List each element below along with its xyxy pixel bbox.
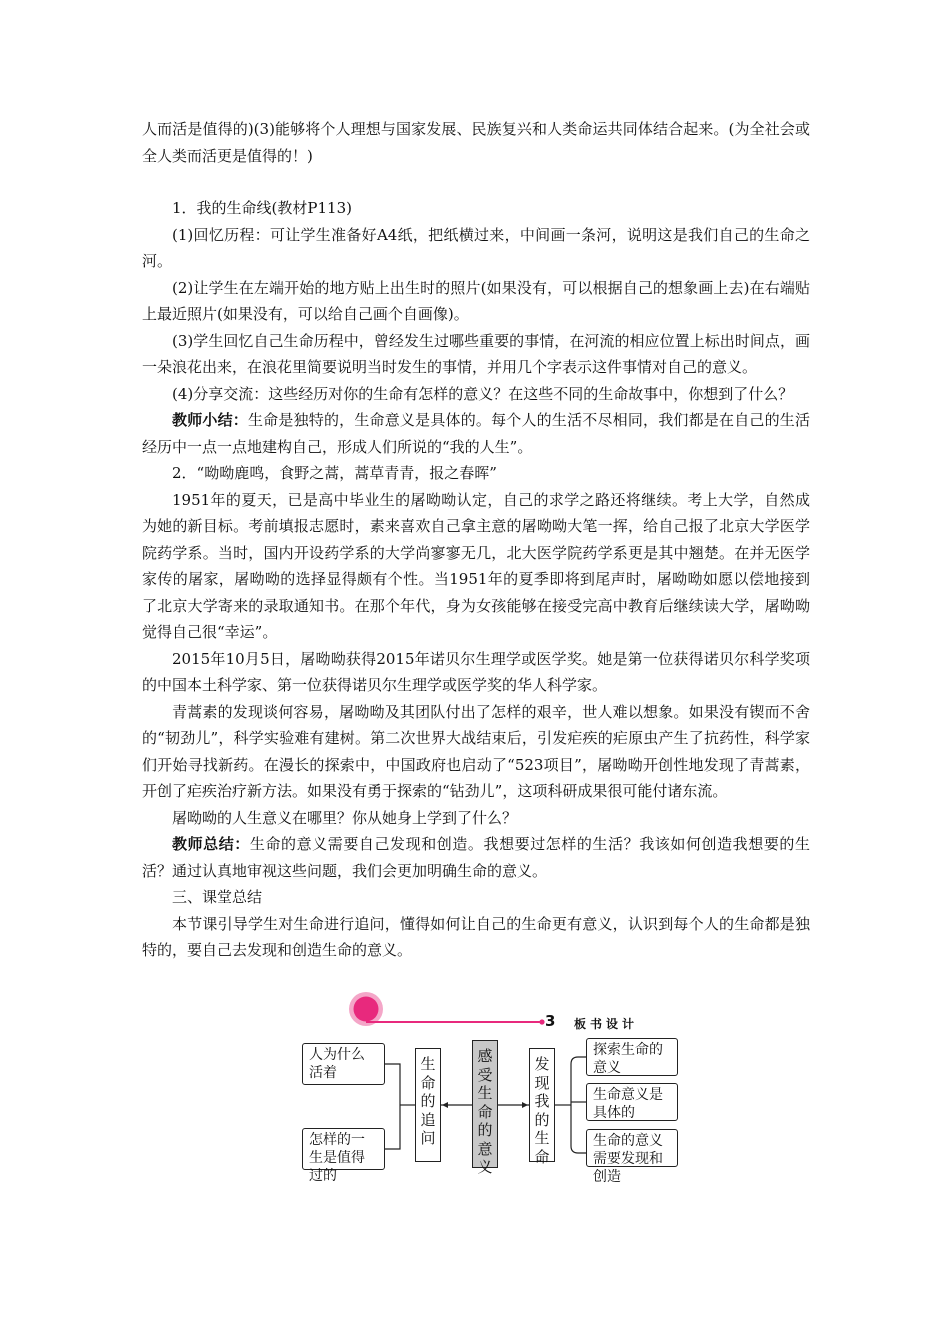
header-circle-inner <box>354 997 379 1022</box>
arrow-right <box>522 1102 528 1108</box>
left-bracket <box>385 1064 400 1149</box>
board-design-diagram <box>296 992 696 1185</box>
paragraph-1: 1．我的生命线(教材P113) <box>172 199 352 217</box>
teacher-summary-text: 生命是独特的，生命意义是具体的。每个人的生活不尽相同，我们都是在自己的生活经历中一点一点地建构自己，形成人们所说的“我的人生”。 <box>142 411 810 456</box>
paragraph-14: 本节课引导学生对生命进行追问，懂得如何让自己的生命更有意义，认识到每个人的生命都是独特的，要自己去发现和创造生命的意义。 <box>142 914 810 959</box>
box-meaning-specific: 生命意义是具体的 <box>586 1083 678 1121</box>
paragraph-9: 2015年10月5日，屠呦呦获得2015年诺贝尔生理学或医学奖。她是第一位获得诺贝尔科学奖项的中国本土科学家、第一位获得诺贝尔生理学或医学奖的华人科学家。 <box>142 649 810 694</box>
teacher-conclusion-text: 生命的意义需要自己发现和创造。我想要过怎样的生活？我该如何创造我想要的生活？通过认真地审视这些问题，我们会更加明确生命的意义。 <box>142 835 810 880</box>
box-feel-meaning: 感受生命的意义 <box>472 1040 498 1168</box>
teacher-summary-label: 教师小结： <box>172 411 248 429</box>
right-bracket <box>571 1057 586 1153</box>
paragraph-0: 人而活是值得的)(3)能够将个人理想与国家发展、民族复兴和人类命运共同体结合起来。(为全社会或全人类而活更是值得的！) <box>142 120 810 165</box>
paragraph-10: 青蒿素的发现谈何容易，屠呦呦及其团队付出了怎样的艰辛，世人难以想象。如果没有锲而不舍的“韧劲儿”，科学实验难有建树。第二次世界大战结束后，引发疟疾的疟原虫产生了抗药性，科学家们开始寻找新药。在漫长的探索中，中国政府也启动了“523项目”，屠呦呦开创性地发现了青蒿素，开创了疟疾治疗新方法。如果没有勇于探索的“钻劲儿”，这项科研成果很可能付诸东流。 <box>142 702 810 800</box>
paragraph-2: (1)回忆历程：可让学生准备好A4纸，把纸横过来，中间画一条河，说明这是我们自己的生命之河。 <box>142 225 810 270</box>
paragraph-8: 1951年的夏天，已是高中毕业生的屠呦呦认定，自己的求学之路还将继续。考上大学，自然成为她的新目标。考前填报志愿时，素来喜欢自己拿主意的屠呦呦大笔一挥，给自己报了北京大学医学院药学系。当时，国内开设药学系的大学尚寥寥无几，北大医学院药学系更是其中翘楚。在并无医学家传的屠家，屠呦呦的选择显得颇有个性。当1951年的夏季即将到尾声时，屠呦呦如愿以偿地接到了北京大学寄来的录取通知书。在那个年代，身为女孩能够在接受完高中教育后继续读大学，屠呦呦觉得自己很“幸运”。 <box>142 490 810 641</box>
teacher-conclusion-label: 教师总结： <box>172 835 250 853</box>
arrow-left <box>442 1102 448 1108</box>
box-discover-life: 发现我的生命 <box>529 1048 555 1162</box>
box-why-live: 人为什么活着 <box>302 1043 385 1085</box>
paragraph-7: 2．“呦呦鹿鸣，食野之蒿，蒿草青青，报之春晖” <box>172 464 497 482</box>
box-worthwhile-life: 怎样的一生是值得过的 <box>302 1128 385 1170</box>
board-number: 3 <box>545 1012 556 1030</box>
paragraph-4: (3)学生回忆自己生命历程中，曾经发生过哪些重要的事情，在河流的相应位置上标出时间点，画一朵浪花出来，在浪花里简要说明当时发生的事情，并用几个字表示这件事情对自己的意义。 <box>142 331 810 376</box>
paragraph-12 <box>142 831 810 884</box>
paragraph-11: 屠呦呦的人生意义在哪里？你从她身上学到了什么？ <box>172 808 518 827</box>
document-body <box>142 116 810 964</box>
box-life-question: 生命的追问 <box>415 1048 441 1162</box>
box-explore-meaning: 探索生命的意义 <box>586 1038 678 1076</box>
box-meaning-create: 生命的意义需要发现和创造 <box>586 1129 678 1167</box>
section-gap <box>142 169 810 195</box>
paragraph-6 <box>142 407 810 460</box>
paragraph-3: (2)让学生在左端开始的地方贴上出生时的照片(如果没有，可以根据自己的想象画上去)在右端贴上最近照片(如果没有，可以给自己画个自画像)。 <box>142 278 810 323</box>
paragraph-5: (4)分享交流：这些经历对你的生命有怎样的意义？在这些不同的生命故事中，你想到了什么？ <box>172 384 794 403</box>
board-title: 板书设计 <box>574 1017 639 1031</box>
paragraph-13: 三、课堂总结 <box>172 888 263 906</box>
header-dot <box>539 1019 544 1024</box>
